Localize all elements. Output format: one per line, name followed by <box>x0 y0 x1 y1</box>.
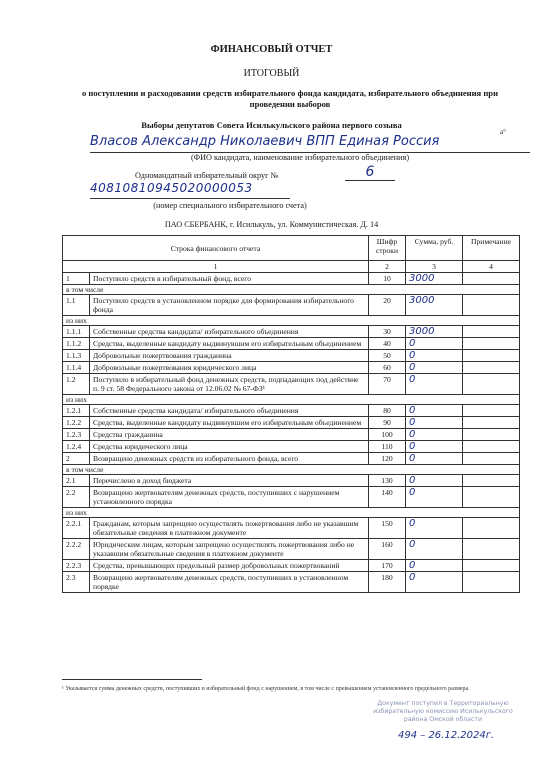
row-sum: 0 <box>406 441 463 453</box>
row-sum: 0 <box>406 518 463 539</box>
section-label: из них <box>63 508 520 518</box>
row-note <box>463 453 520 465</box>
row-note <box>463 518 520 539</box>
row-code: 120 <box>369 453 406 465</box>
row-text: Добровольные пожертвования юридического лица <box>90 362 369 374</box>
corner-mark: а° <box>500 128 506 136</box>
row-note <box>463 487 520 508</box>
row-code: 80 <box>369 405 406 417</box>
table-section-label <box>63 465 520 475</box>
row-number: 1 <box>63 273 90 285</box>
row-code: 40 <box>369 338 406 350</box>
row-number: 2.2 <box>63 487 90 508</box>
table-row <box>63 350 520 362</box>
row-code: 50 <box>369 350 406 362</box>
row-note <box>463 539 520 560</box>
table-row <box>63 560 520 572</box>
row-number: 1.1.2 <box>63 338 90 350</box>
row-text: Поступило в избирательный фонд денежных средств, подпадающих под действие п. 9 ст. 58 Федерального закона от 12.06.02 № 67-ФЗ¹ <box>90 374 369 395</box>
row-number: 2.1 <box>63 475 90 487</box>
receipt-stamp: Документ поступил в Территориальную избирательную комиссию Исилькульского района Омской области <box>373 700 513 723</box>
row-sum: 0 <box>406 487 463 508</box>
header-line: Строка финансового отчета <box>63 236 369 261</box>
row-number: 1.2 <box>63 374 90 395</box>
account-number: 40810810945020000053 <box>90 181 290 199</box>
row-note <box>463 326 520 338</box>
table-row <box>63 429 520 441</box>
row-sum: 0 <box>406 572 463 593</box>
election-name: Выборы депутатов Совета Исилькульского района первого созыва <box>141 120 402 130</box>
row-number: 1.1.1 <box>63 326 90 338</box>
table-header-row <box>63 236 520 261</box>
row-number: 2.2.1 <box>63 518 90 539</box>
section-label: в том числе <box>63 465 520 475</box>
row-note <box>463 572 520 593</box>
row-code: 140 <box>369 487 406 508</box>
row-note <box>463 475 520 487</box>
row-note <box>463 429 520 441</box>
row-number: 2.3 <box>63 572 90 593</box>
row-note <box>463 295 520 316</box>
row-code: 70 <box>369 374 406 395</box>
row-text: Собственные средства кандидата/ избирательного объединения <box>90 326 369 338</box>
table-section-label <box>63 508 520 518</box>
row-number: 1.1.4 <box>63 362 90 374</box>
bank-address: ПАО СБЕРБАНК, г. Исилькуль, ул. Коммунистическая. Д. 14 <box>164 220 379 229</box>
row-code: 60 <box>369 362 406 374</box>
row-sum: 0 <box>406 453 463 465</box>
table-section-label <box>63 285 520 295</box>
table-row <box>63 572 520 593</box>
report-title: ФИНАНСОВЫЙ ОТЧЕТ <box>210 44 333 55</box>
table-row <box>63 362 520 374</box>
stamp-handwritten: 494 – 26.12.2024г. <box>398 730 495 741</box>
candidate-caption: (ФИО кандидата, наименование избирательного объединения) <box>190 153 410 162</box>
row-sum: 0 <box>406 362 463 374</box>
row-sum: 0 <box>406 539 463 560</box>
row-note <box>463 362 520 374</box>
row-text: Средства юридического лица <box>90 441 369 453</box>
table-row <box>63 374 520 395</box>
colnum-1: 1 <box>63 261 369 273</box>
row-text: Гражданам, которым запрещено осуществлять пожертвования либо не указавшим обязательные сведения в платежном документе <box>90 518 369 539</box>
row-code: 30 <box>369 326 406 338</box>
row-code: 170 <box>369 560 406 572</box>
row-note <box>463 374 520 395</box>
row-text: Средства гражданина <box>90 429 369 441</box>
row-text: Возвращено жертвователям денежных средств, поступивших с нарушением установленного порядка <box>90 487 369 508</box>
column-number-row <box>63 261 520 273</box>
table-row <box>63 326 520 338</box>
row-text: Средства, выделенные кандидату выдвинувшим его избирательным объединением <box>90 417 369 429</box>
row-sum: 3000 <box>406 295 463 316</box>
row-text: Поступило средств в избирательный фонд, всего <box>90 273 369 285</box>
footnote <box>62 685 502 693</box>
row-sum: 0 <box>406 417 463 429</box>
row-sum: 0 <box>406 475 463 487</box>
section-label: из них <box>63 395 520 405</box>
row-number: 1.2.3 <box>63 429 90 441</box>
row-text: Средства, выделенные кандидату выдвинувшим его избирательным объединением <box>90 338 369 350</box>
row-text: Добровольные пожертвования гражданина <box>90 350 369 362</box>
candidate-handwritten: Власов Александр Николаевич ВПП Единая Россия <box>90 134 530 153</box>
row-sum: 0 <box>406 338 463 350</box>
table-section-label <box>63 316 520 326</box>
table-row <box>63 453 520 465</box>
account-caption: (номер специального избирательного счета) <box>153 201 307 210</box>
row-code: 10 <box>369 273 406 285</box>
row-text: Перечислено в доход бюджета <box>90 475 369 487</box>
row-text: Собственные средства кандидата/ избирательного объединения <box>90 405 369 417</box>
table-row <box>63 405 520 417</box>
row-number: 1.2.1 <box>63 405 90 417</box>
row-sum: 0 <box>406 405 463 417</box>
row-note <box>463 350 520 362</box>
header-note: Примечание <box>463 236 520 261</box>
table-row <box>63 475 520 487</box>
financial-table <box>62 235 520 593</box>
row-code: 110 <box>369 441 406 453</box>
row-text: Поступило средств в установленном порядке для формирования избирательного фонда <box>90 295 369 316</box>
table-row <box>63 539 520 560</box>
row-sum: 0 <box>406 429 463 441</box>
row-sum: 3000 <box>406 273 463 285</box>
row-code: 160 <box>369 539 406 560</box>
colnum-3: 3 <box>406 261 463 273</box>
footnote-mark: ¹ <box>62 686 64 692</box>
table-row <box>63 338 520 350</box>
row-text: Возвращено жертвователям денежных средств, поступивших в установленном порядке <box>90 572 369 593</box>
header-code: Шифр строки <box>369 236 406 261</box>
row-number: 2 <box>63 453 90 465</box>
table-row <box>63 417 520 429</box>
row-sum: 0 <box>406 350 463 362</box>
table-row <box>63 273 520 285</box>
footnote-divider <box>62 679 202 680</box>
header-sum: Сумма, руб. <box>406 236 463 261</box>
row-number: 1.2.4 <box>63 441 90 453</box>
section-label: из них <box>63 316 520 326</box>
row-code: 130 <box>369 475 406 487</box>
row-number: 1.2.2 <box>63 417 90 429</box>
row-code: 90 <box>369 417 406 429</box>
row-number: 1.1 <box>63 295 90 316</box>
row-number: 2.2.2 <box>63 539 90 560</box>
row-note <box>463 441 520 453</box>
row-note <box>463 560 520 572</box>
colnum-2: 2 <box>369 261 406 273</box>
row-note <box>463 417 520 429</box>
district-number: 6 <box>345 164 395 181</box>
row-code: 20 <box>369 295 406 316</box>
colnum-4: 4 <box>463 261 520 273</box>
section-label: в том числе <box>63 285 520 295</box>
table-row <box>63 295 520 316</box>
row-sum: 3000 <box>406 326 463 338</box>
row-text: Средства, превышающих предельный размер добровольных пожертвований <box>90 560 369 572</box>
footnote-text: Указывается сумма денежных средств, поступивших в избирательный фонд с нарушением, в том числе с превышением установленного предельного размера. <box>65 686 470 692</box>
report-description: о поступлении и расходовании средств избирательного фонда кандидата, избирательного объединения при проведении выборов <box>81 88 499 109</box>
row-note <box>463 273 520 285</box>
row-text: Юридическим лицам, которым запрещено осуществлять пожертвования либо не указавшим обязательные сведения в платежном документе <box>90 539 369 560</box>
report-subtitle: ИТОГОВЫЙ <box>243 68 300 79</box>
table-row <box>63 441 520 453</box>
district-label: Одномандатный избирательный округ № <box>135 171 279 180</box>
row-sum: 0 <box>406 560 463 572</box>
row-code: 180 <box>369 572 406 593</box>
table-row <box>63 487 520 508</box>
row-note <box>463 405 520 417</box>
row-note <box>463 338 520 350</box>
row-code: 150 <box>369 518 406 539</box>
row-text: Возвращено денежных средств из избирательного фонда, всего <box>90 453 369 465</box>
row-number: 1.1.3 <box>63 350 90 362</box>
table-row <box>63 518 520 539</box>
row-code: 100 <box>369 429 406 441</box>
table-section-label <box>63 395 520 405</box>
row-sum: 0 <box>406 374 463 395</box>
row-number: 2.2.3 <box>63 560 90 572</box>
